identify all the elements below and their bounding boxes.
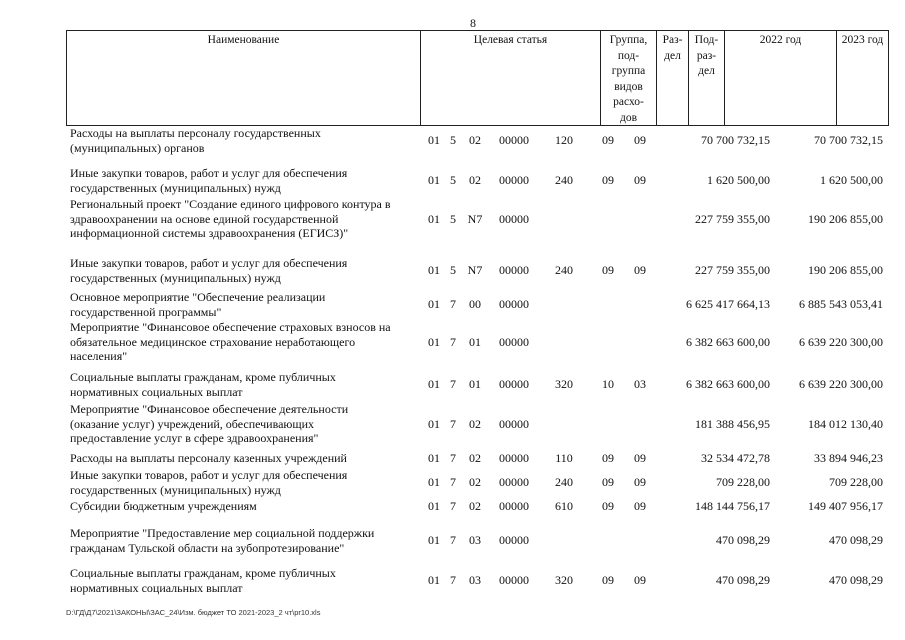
row-target-code: 00000 bbox=[499, 297, 529, 312]
row-target-subprogram: 7 bbox=[450, 475, 456, 490]
row-target-event: 01 bbox=[469, 377, 481, 392]
row-name-line: информационной системы здравоохранения (ЕГИСЗ)" bbox=[70, 226, 349, 240]
row-target-event: 02 bbox=[469, 133, 481, 148]
row-target-program: 01 bbox=[428, 297, 440, 312]
row-name bbox=[70, 566, 395, 595]
row-amount-2023: 33 894 946,23 bbox=[814, 451, 883, 465]
row-name-line: обязательное медицинское страхование неработающего bbox=[70, 334, 356, 349]
row-target-program: 01 bbox=[428, 211, 440, 226]
header-group-line: дов bbox=[619, 111, 638, 124]
row-amount-2022: 227 759 355,00 bbox=[695, 211, 770, 226]
row-name bbox=[70, 256, 395, 285]
row-target-program: 01 bbox=[428, 133, 440, 148]
row-target-program: 01 bbox=[428, 533, 440, 548]
row-subsection: 09 bbox=[634, 133, 646, 148]
row-amount-2023: 190 206 855,00 bbox=[808, 263, 883, 278]
row-name-line: государственных (муниципальных) нужд bbox=[70, 482, 281, 497]
header-subsection-line: Под- bbox=[694, 34, 719, 46]
row-section: 09 bbox=[602, 573, 614, 588]
row-group: 240 bbox=[555, 263, 573, 278]
row-name bbox=[70, 126, 395, 155]
row-name-line: предоставление услуг в сфере здравоохранения" bbox=[70, 431, 319, 445]
row-target-program: 01 bbox=[428, 499, 440, 513]
row-target-subprogram: 5 bbox=[450, 211, 456, 226]
header-section-line: Раз- bbox=[662, 34, 683, 46]
row-amount-2023: 70 700 732,15 bbox=[814, 133, 883, 148]
row-target-subprogram: 7 bbox=[450, 297, 456, 312]
header-section-line: дел bbox=[664, 49, 681, 62]
row-name bbox=[70, 499, 395, 514]
row-group: 120 bbox=[555, 133, 573, 148]
row-target-code: 00000 bbox=[499, 416, 529, 431]
row-name-line: Мероприятие "Предоставление мер социальной поддержки bbox=[70, 526, 375, 540]
header-group-line: группа bbox=[611, 65, 646, 77]
row-target-code: 00000 bbox=[499, 334, 529, 349]
row-target-subprogram: 7 bbox=[450, 499, 456, 513]
row-target-event: 02 bbox=[469, 499, 481, 513]
row-name bbox=[70, 402, 395, 446]
row-target-code: 00000 bbox=[499, 377, 529, 392]
row-target-event: 02 bbox=[469, 475, 481, 490]
row-amount-2023: 149 407 956,17 bbox=[808, 499, 883, 513]
row-amount-2023: 6 639 220 300,00 bbox=[799, 377, 883, 392]
row-target-code: 00000 bbox=[499, 211, 529, 226]
row-name bbox=[70, 320, 395, 364]
row-target-program: 01 bbox=[428, 416, 440, 431]
row-amount-2023: 470 098,29 bbox=[829, 533, 883, 548]
row-group: 240 bbox=[555, 475, 573, 490]
row-amount-2023: 6 639 220 300,00 bbox=[799, 334, 883, 349]
row-name-line: Социальные выплаты гражданам, кроме публичных bbox=[70, 370, 336, 384]
row-subsection: 09 bbox=[634, 573, 646, 588]
row-amount-2023: 1 620 500,00 bbox=[820, 173, 883, 188]
row-amount-2023: 6 885 543 053,41 bbox=[799, 297, 883, 312]
row-subsection: 09 bbox=[634, 475, 646, 490]
row-amount-2023: 470 098,29 bbox=[829, 573, 883, 588]
row-target-event: 01 bbox=[469, 334, 481, 349]
row-amount-2023: 190 206 855,00 bbox=[808, 211, 883, 226]
row-target-event: N7 bbox=[467, 263, 483, 278]
row-target-subprogram: 7 bbox=[450, 533, 456, 548]
row-target-event: 00 bbox=[469, 297, 481, 312]
row-name-line: нормативных социальных выплат bbox=[70, 384, 243, 399]
row-name bbox=[70, 166, 395, 195]
row-target-program: 01 bbox=[428, 573, 440, 588]
row-target-event: 02 bbox=[469, 451, 481, 465]
row-group: 110 bbox=[555, 451, 573, 465]
row-section: 09 bbox=[602, 451, 614, 465]
page-number: 8 bbox=[470, 16, 476, 30]
row-name-line: нормативных социальных выплат bbox=[70, 580, 243, 595]
row-subsection: 03 bbox=[634, 377, 646, 392]
row-name bbox=[70, 290, 395, 319]
row-subsection: 09 bbox=[634, 451, 646, 465]
row-name-line: Субсидии бюджетным учреждениям bbox=[70, 499, 257, 513]
row-name-line: Мероприятие "Финансовое обеспечение страховых взносов на bbox=[70, 320, 391, 334]
row-target-subprogram: 7 bbox=[450, 451, 456, 465]
row-name-line: государственной программы" bbox=[70, 304, 222, 319]
row-section: 09 bbox=[602, 499, 614, 513]
header-group-line: расхо- bbox=[613, 96, 644, 108]
row-name bbox=[70, 526, 395, 555]
row-name-line: населения" bbox=[70, 349, 128, 363]
row-name-line: Региональный проект "Создание единого цифрового контура в bbox=[70, 197, 391, 211]
row-amount-2023: 184 012 130,40 bbox=[808, 416, 883, 431]
row-name-line: здравоохранении на основе единой государственной bbox=[70, 211, 339, 226]
row-target-code: 00000 bbox=[499, 499, 529, 513]
row-name-line: (муниципальных) органов bbox=[70, 140, 205, 155]
row-target-subprogram: 7 bbox=[450, 416, 456, 431]
row-name-line: государственных (муниципальных) нужд bbox=[70, 270, 281, 285]
row-amount-2022: 470 098,29 bbox=[716, 533, 770, 548]
row-target-program: 01 bbox=[428, 173, 440, 188]
row-amount-2022: 181 388 456,95 bbox=[695, 416, 770, 431]
row-group: 320 bbox=[555, 377, 573, 392]
row-name-line: Расходы на выплаты персоналу государственных bbox=[70, 126, 321, 140]
row-group: 610 bbox=[555, 499, 573, 513]
row-amount-2022: 6 625 417 664,13 bbox=[686, 297, 770, 312]
row-subsection: 09 bbox=[634, 263, 646, 278]
row-target-program: 01 bbox=[428, 377, 440, 392]
row-amount-2022: 470 098,29 bbox=[716, 573, 770, 588]
row-target-subprogram: 7 bbox=[450, 377, 456, 392]
row-name-line: гражданам Тульской области на зубопротезирование" bbox=[70, 540, 345, 555]
row-name-line: Расходы на выплаты персоналу казенных учреждений bbox=[70, 451, 347, 465]
row-target-subprogram: 7 bbox=[450, 334, 456, 349]
row-name-line: Социальные выплаты гражданам, кроме публичных bbox=[70, 566, 336, 580]
row-amount-2022: 709 228,00 bbox=[716, 475, 770, 490]
row-target-code: 00000 bbox=[499, 533, 529, 548]
row-target-code: 00000 bbox=[499, 263, 529, 278]
row-section: 09 bbox=[602, 173, 614, 188]
row-amount-2022: 1 620 500,00 bbox=[707, 173, 770, 188]
row-amount-2022: 70 700 732,15 bbox=[701, 133, 770, 148]
row-name-line: Иные закупки товаров, работ и услуг для обеспечения bbox=[70, 256, 348, 270]
header-name-label: Наименование bbox=[207, 34, 280, 46]
row-target-subprogram: 5 bbox=[450, 173, 456, 188]
row-target-code: 00000 bbox=[499, 573, 529, 588]
row-group: 240 bbox=[555, 173, 573, 188]
header-group-line: видов bbox=[614, 80, 643, 93]
row-target-subprogram: 7 bbox=[450, 573, 456, 588]
row-name-line: государственных (муниципальных) нужд bbox=[70, 180, 281, 195]
row-target-code: 00000 bbox=[499, 133, 529, 148]
file-path-footer: D:\ГД\Д7\2021\ЗАКОНЫ\ЗАС_24\Изм. бюджет ТО 2021-2023_2 чт\pr10.xls bbox=[66, 608, 321, 617]
header-subsection-line: дел bbox=[698, 65, 715, 77]
row-subsection: 09 bbox=[634, 173, 646, 188]
row-group: 320 bbox=[555, 573, 573, 588]
row-name bbox=[70, 197, 395, 241]
header-2022-label: 2022 год bbox=[759, 34, 802, 46]
row-name-line: Мероприятие "Финансовое обеспечение деятельности bbox=[70, 402, 349, 416]
row-name-line: Основное мероприятие "Обеспечение реализации bbox=[70, 290, 326, 304]
row-amount-2022: 6 382 663 600,00 bbox=[686, 377, 770, 392]
row-name bbox=[70, 370, 395, 399]
row-name bbox=[70, 468, 395, 497]
row-amount-2022: 148 144 756,17 bbox=[695, 499, 770, 513]
row-target-program: 01 bbox=[428, 475, 440, 490]
row-section: 09 bbox=[602, 263, 614, 278]
row-target-code: 00000 bbox=[499, 451, 529, 465]
row-name-line: Иные закупки товаров, работ и услуг для обеспечения bbox=[70, 468, 348, 482]
row-target-code: 00000 bbox=[499, 173, 529, 188]
header-target-label: Целевая статья bbox=[473, 34, 548, 46]
row-subsection: 09 bbox=[634, 499, 646, 513]
row-section: 10 bbox=[602, 377, 614, 392]
header-group-line: Группа, bbox=[609, 34, 648, 46]
row-name bbox=[70, 451, 395, 466]
row-section: 09 bbox=[602, 475, 614, 490]
row-name-line: Иные закупки товаров, работ и услуг для обеспечения bbox=[70, 166, 348, 180]
row-amount-2022: 6 382 663 600,00 bbox=[686, 334, 770, 349]
header-subsection-line: раз- bbox=[696, 49, 717, 62]
row-target-event: 02 bbox=[469, 173, 481, 188]
row-target-event: 03 bbox=[469, 573, 481, 588]
row-section: 09 bbox=[602, 133, 614, 148]
header-group-line: под- bbox=[617, 49, 640, 62]
row-target-event: N7 bbox=[467, 211, 483, 226]
row-target-subprogram: 5 bbox=[450, 263, 456, 278]
row-target-subprogram: 5 bbox=[450, 133, 456, 148]
row-target-event: 03 bbox=[469, 533, 481, 548]
header-2023-label: 2023 год bbox=[841, 34, 884, 46]
row-target-program: 01 bbox=[428, 334, 440, 349]
row-target-program: 01 bbox=[428, 263, 440, 278]
row-target-event: 02 bbox=[469, 416, 481, 431]
row-name-line: (оказание услуг) учреждений, обеспечивающих bbox=[70, 416, 315, 431]
row-amount-2022: 227 759 355,00 bbox=[695, 263, 770, 278]
row-target-program: 01 bbox=[428, 451, 440, 465]
row-amount-2022: 32 534 472,78 bbox=[701, 451, 770, 465]
row-amount-2023: 709 228,00 bbox=[829, 475, 883, 490]
row-target-code: 00000 bbox=[499, 475, 529, 490]
